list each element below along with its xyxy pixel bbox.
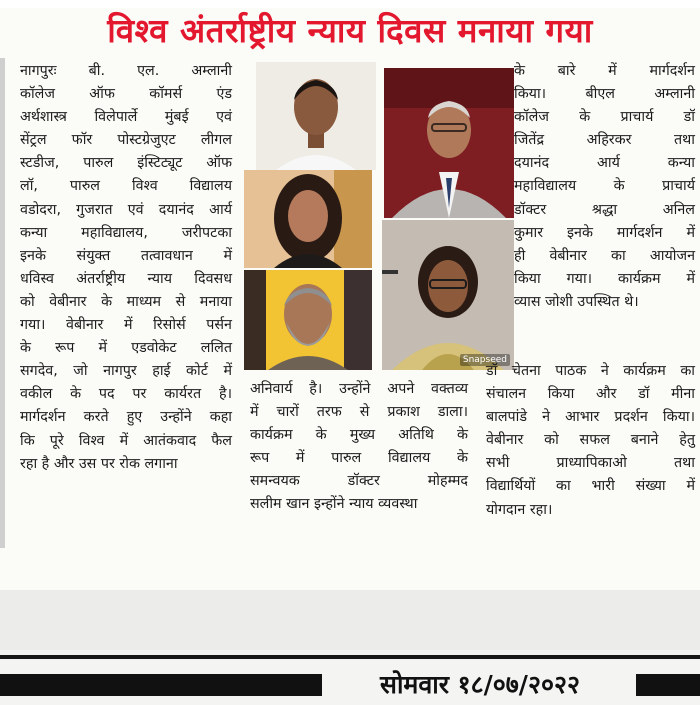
photo-credit: Snapseed xyxy=(460,354,510,366)
article-line: किया। बीएल अम्लानी xyxy=(514,86,695,103)
article-line: धविस्व अंतर्राष्ट्रीय न्याय दिवसध xyxy=(20,270,232,287)
article-line: रूप में पारुल विद्यालय के xyxy=(250,450,468,467)
article-line: रहा है और उस पर रोक लगाना xyxy=(20,455,178,472)
article-line: विद्यार्थियों का भारी संख्या में xyxy=(486,478,695,495)
photo-speaker-5 xyxy=(382,220,514,370)
article-line: संचालन किया और डॉ मीना xyxy=(486,386,695,403)
article-line: लॉ, पारुल विश्व विद्यालय xyxy=(20,178,232,195)
article-line: सलीम खान इन्होंने न्याय व्यवस्था xyxy=(250,496,418,513)
article-line: कुमार इनके मार्गदर्शन में xyxy=(514,224,695,241)
article-column-3-bottom xyxy=(486,360,695,522)
photo-speaker-1 xyxy=(256,62,376,170)
article-line: कि पूरे विश्व में आतंकवाद फैल xyxy=(20,432,232,449)
article-line: महाविद्यालय के प्राचार्य xyxy=(514,178,695,195)
article-column-3-top xyxy=(514,60,695,314)
article-line: वेबीनार को सफल बनाने हेतु xyxy=(486,432,695,449)
article-line: गया। वेबीनार में रिसोर्स पर्सन xyxy=(20,317,232,334)
article-line: को वेबीनार के माध्यम से मनाया xyxy=(20,293,232,310)
article-line: ही वेबीनार का आयोजन xyxy=(514,247,695,264)
article-line: योगदान रहा। xyxy=(486,501,553,518)
date-line: सोमवार १८/०७/२०२२ xyxy=(380,670,580,699)
date-block-right xyxy=(636,674,700,696)
article-line: के रूप में एडवोकेट ललित xyxy=(20,340,232,357)
article-line: सेंट्रल फॉर पोस्टग्रेजुएट लीगल xyxy=(20,132,232,149)
article-line: में चारों तरफ से प्रकाश डाला। xyxy=(250,404,468,421)
article-line: डॉ चेतना पाठक ने कार्यक्रम का xyxy=(486,363,695,379)
date-strip xyxy=(0,672,700,700)
article-line: स्टडीज, पारुल इंस्टिट्यूट ऑफ xyxy=(20,155,232,172)
article-column-1 xyxy=(20,60,232,476)
article-line: के बारे में मार्गदर्शन xyxy=(514,63,695,79)
article-line: दयानंद आर्य कन्या xyxy=(514,155,695,172)
article-line: जितेंद्र अहिरकर तथा xyxy=(514,132,695,149)
date-block-left xyxy=(0,674,322,696)
photo-speaker-4 xyxy=(244,270,372,370)
article-line: बालपांडे ने आभार प्रदर्शन किया। xyxy=(486,409,695,426)
article-line: समन्वयक डॉक्टर मोहम्मद xyxy=(250,473,468,490)
article-line: इनके संयुक्त तत्वावधान में xyxy=(20,247,232,264)
photo-speaker-3 xyxy=(244,170,372,268)
article-line: नागपुरः बी. एल. अम्लानी xyxy=(20,63,232,79)
column-edge xyxy=(0,58,5,548)
article-line: वकील के पद पर कार्यरत है। xyxy=(20,386,232,403)
article-line: किया गया। कार्यक्रम में xyxy=(514,270,695,287)
article-column-2 xyxy=(250,378,468,517)
page-margin xyxy=(0,590,700,650)
footer-rule xyxy=(0,655,700,659)
article-line: कार्यक्रम के मुख्य अतिथि के xyxy=(250,427,468,444)
article-line: डॉक्टर श्रद्धा अनिल xyxy=(514,201,695,218)
article-line: अनिवार्य है। उन्होंने अपने वक्तव्य xyxy=(250,381,468,397)
article-line: व्यास जोशी उपस्थित थे। xyxy=(514,293,639,310)
headline: विश्व अंतर्राष्ट्रीय न्याय दिवस मनाया गया xyxy=(107,11,593,50)
article-line: मार्गदर्शन करते हुए उन्होंने कहा xyxy=(20,409,232,426)
photo-collage xyxy=(236,62,516,372)
article-line: वडोदरा, गुजरात एवं दयानंद आर्य xyxy=(20,201,232,218)
photo-speaker-2 xyxy=(384,68,514,218)
article-line: सभी प्राध्यापिकाओ तथा xyxy=(486,455,695,472)
article-line: अर्थशास्त्र विलेपार्ले मुंबई एवं xyxy=(20,109,232,126)
article-line: कॉलेज के प्राचार्य डॉ xyxy=(514,109,695,126)
article-line: कॉलेज ऑफ कॉमर्स एंड xyxy=(20,86,232,103)
article-line: कन्या महाविद्यालय, जरीपटका xyxy=(20,224,232,241)
article-line: सगदेव, जो नागपुर हाई कोर्ट में xyxy=(20,363,232,380)
